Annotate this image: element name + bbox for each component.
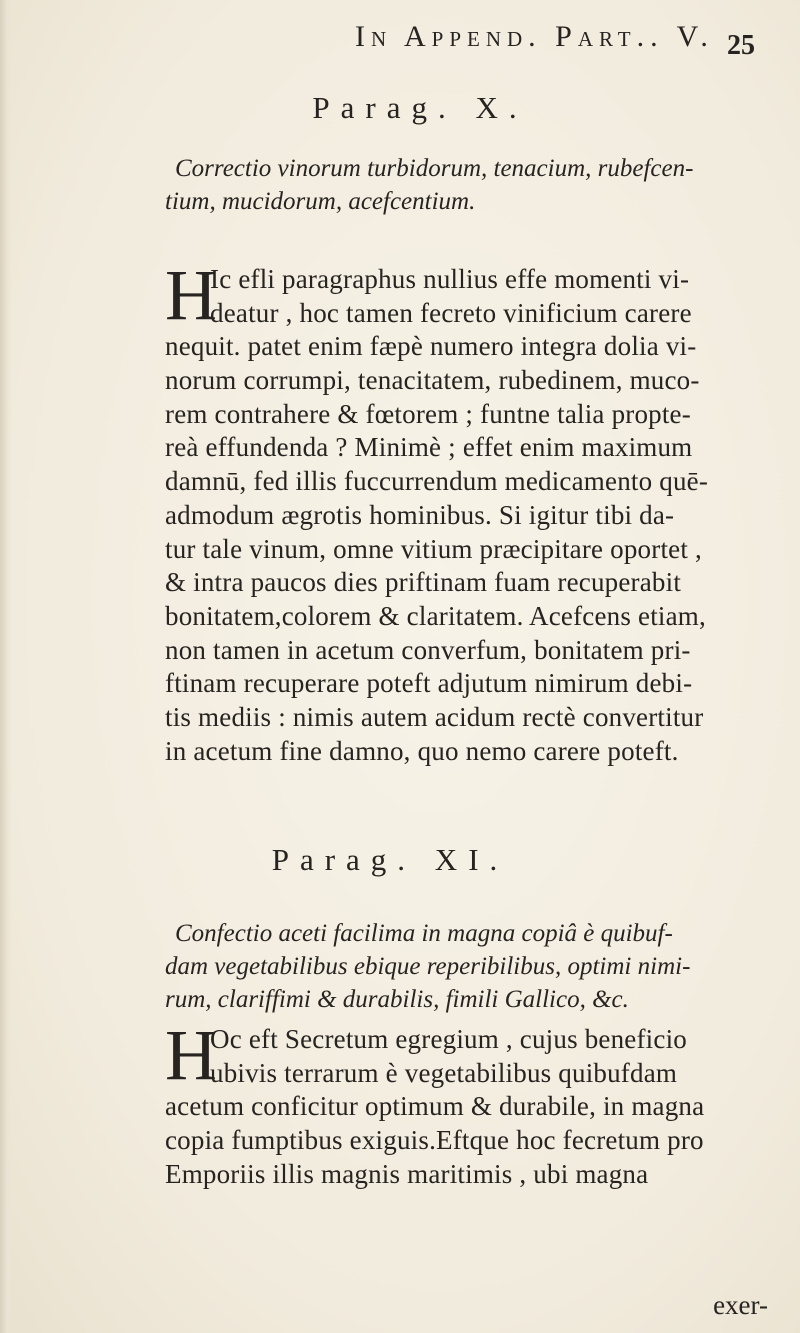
text-line: norum corrumpi, tenacitatem, rubedinem, muco- xyxy=(165,365,700,396)
text-line: ubivis terrarum è vegetabilibus quibufdam xyxy=(210,1057,678,1088)
section-body-x xyxy=(0,255,800,768)
text-line: bonitatem,colorem & claritatem. Acefcens etiam, xyxy=(165,600,706,631)
page-number: 25 xyxy=(727,30,755,61)
subtitle-line: rum, clariffimi & durabilis, fimili Gallico, &c. xyxy=(165,986,629,1013)
subtitle-line: Confectio aceti facilima in magna copiâ è quibuf- xyxy=(175,920,673,947)
section-subtitle-xi xyxy=(165,917,800,1016)
section-heading-x: Parag. X. xyxy=(312,90,528,125)
text-line: Ic efli paragraphus nullius effe momenti vi- xyxy=(210,264,690,294)
text-line: & intra paucos dies priftinam fuam recuperabit xyxy=(165,567,682,598)
subtitle-line: Correctio vinorum turbidorum, tenacium, rubefcen- xyxy=(175,155,694,182)
text-line: nequit. patet enim fæpè numero integra dolia vi- xyxy=(165,331,697,362)
text-line: acetum conficitur optimum & durabile, in magna xyxy=(165,1091,705,1122)
page-header xyxy=(355,20,775,68)
section-heading-xi: Parag. XI. xyxy=(271,842,509,877)
text-line: copia fumptibus exiguis.Eftque hoc fecretum pro xyxy=(165,1125,704,1156)
running-head: In Append. Part.. V. xyxy=(355,20,714,53)
text-line: reà effundenda ? Minimè ; effet enim maximum xyxy=(165,432,693,463)
subtitle-line: dam vegetabilibus ebique reperibilibus, optimi nimi- xyxy=(165,953,691,980)
catchword: exer- xyxy=(713,1290,768,1320)
section-body-xi xyxy=(0,1015,800,1191)
text-line: tur tale vinum, omne vitium præcipitare oportet , xyxy=(165,533,702,564)
text-line: admodum ægrotis hominibus. Si igitur tibi da- xyxy=(165,499,675,530)
text-line: rem contrahere & fœtorem ; funtne talia propte- xyxy=(165,398,691,429)
subtitle-line: tium, mucidorum, acefcentium. xyxy=(165,188,476,215)
text-line: ftinam recuperare poteft adjutum nimirum debi- xyxy=(165,668,693,699)
text-line: Oc eft Secretum egregium , cujus beneficio xyxy=(210,1024,687,1054)
text-line: Emporiis illis magnis maritimis , ubi magna xyxy=(165,1158,649,1189)
text-line: in acetum fine damno, quo nemo carere poteft. xyxy=(165,735,679,766)
drop-capital: H xyxy=(165,1015,217,1095)
text-line: non tamen in acetum converfum, bonitatem pri- xyxy=(165,634,691,665)
text-line: deatur , hoc tamen fecreto vinificium carere xyxy=(210,297,692,328)
text-line: tis mediis : nimis autem acidum rectè convertitur xyxy=(165,701,704,732)
drop-capital: H xyxy=(165,255,217,335)
text-line: damnū, fed illis fuccurrendum medicamento quē- xyxy=(165,466,709,497)
section-subtitle-x xyxy=(165,152,795,218)
